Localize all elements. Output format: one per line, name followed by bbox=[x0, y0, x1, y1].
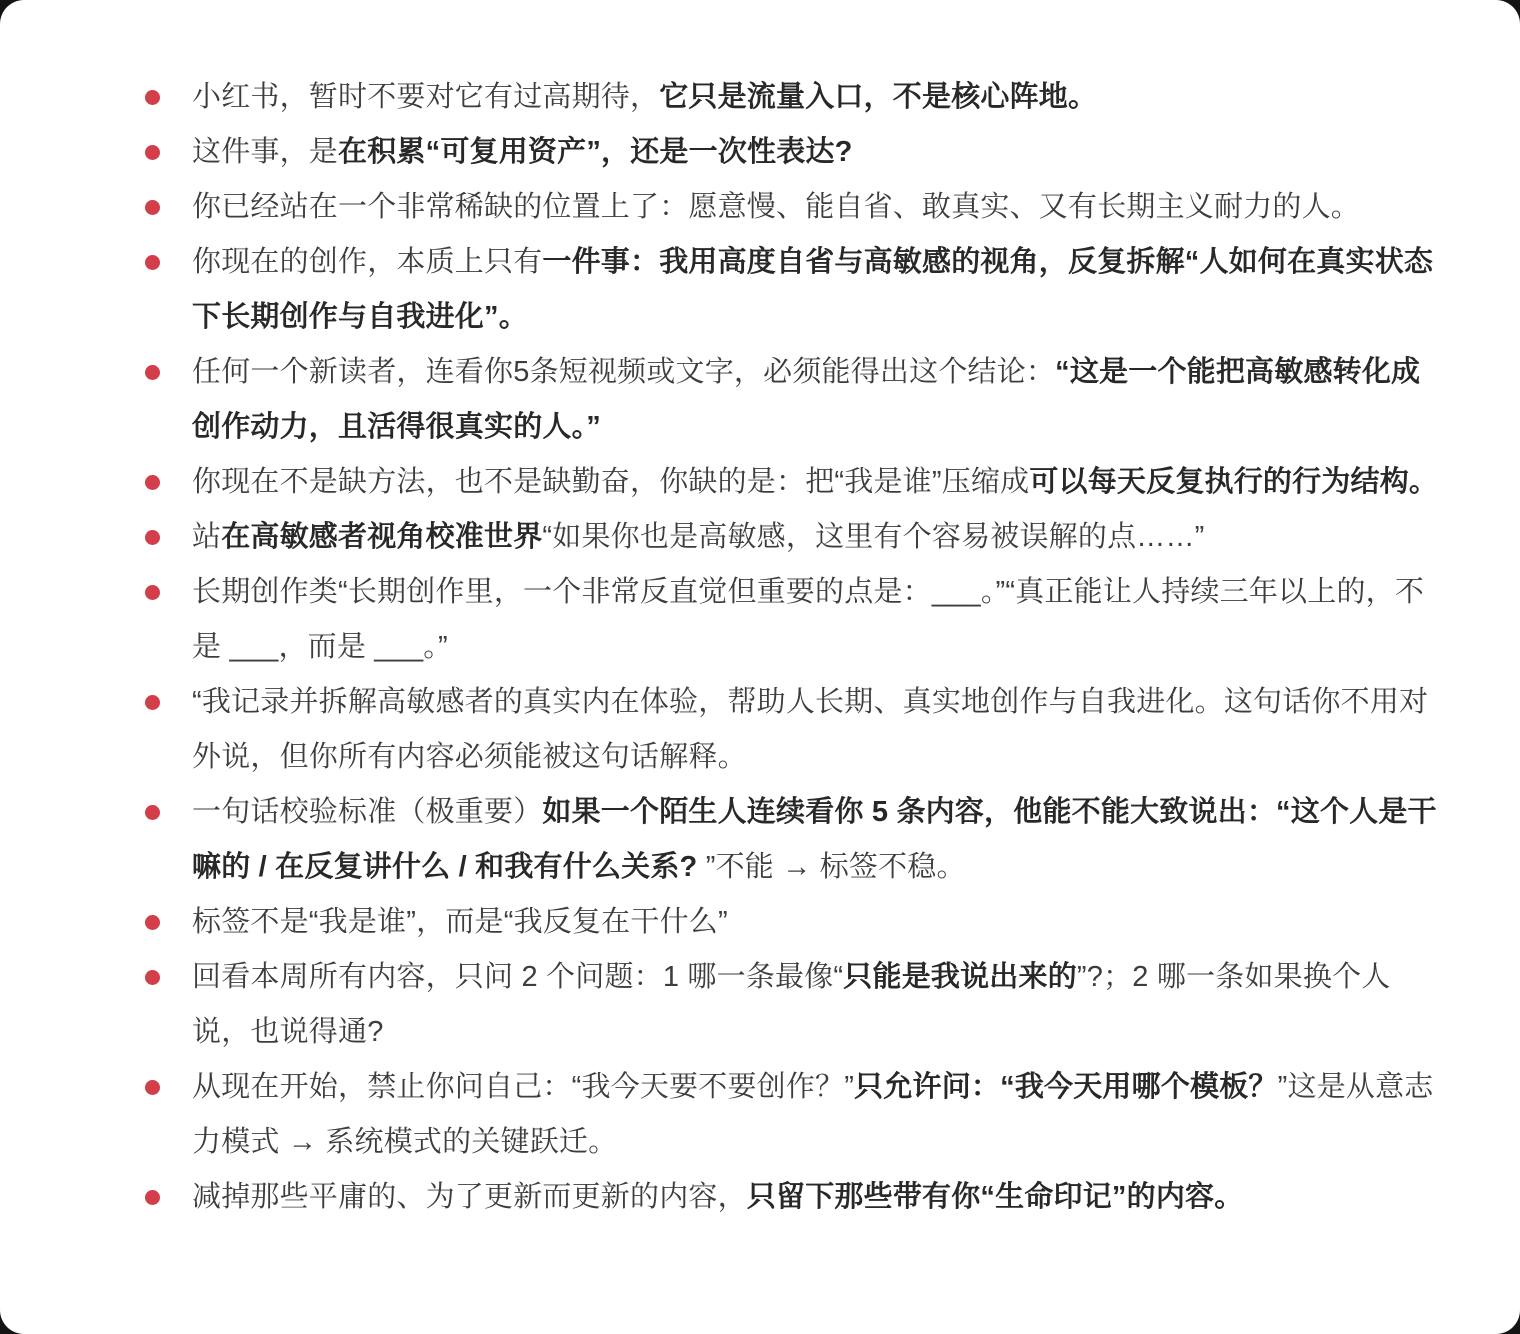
text-segment: 任何一个新读者，连看你5条短视频或文字，必须能得出这个结论： bbox=[192, 356, 1056, 388]
text-segment: 长期创作类“长期创作里，一个非常反直觉但重要的点是：___。”“真正能让人持续三年以上的，不是 ___，而是 ___。” bbox=[192, 576, 1425, 663]
text-segment: 它只是流量入口，不是核心阵地。 bbox=[659, 81, 1098, 113]
bullet-dot bbox=[145, 970, 160, 985]
bullet-dot bbox=[145, 530, 160, 545]
text-segment: 从现在开始，禁止你问自己：“我今天要不要创作？” bbox=[192, 1071, 855, 1103]
text-segment: ”不能 → 标签不稳。 bbox=[697, 851, 966, 883]
text-segment: ”?；2 哪一条如果换个人说，也说得通? bbox=[192, 961, 1391, 1048]
text-segment: 一句话校验标准（极重要） bbox=[192, 796, 543, 828]
bullet-dot bbox=[145, 90, 160, 105]
list-item bbox=[192, 565, 1440, 675]
bullet-dot bbox=[145, 200, 160, 215]
list-item bbox=[192, 1060, 1440, 1170]
text-segment: 在积累“可复用资产”，还是一次性表达? bbox=[338, 136, 853, 168]
list-item bbox=[192, 895, 1440, 950]
list-item bbox=[192, 455, 1440, 510]
text-segment: ”这是从意志力模式 → 系统模式的关键跃迁。 bbox=[192, 1071, 1434, 1158]
text-segment: 在高敏感者视角校准世界 bbox=[221, 521, 543, 553]
text-segment: “我记录并拆解高敏感者的真实内在体验，帮助人长期、真实地创作与自我进化。这句话你不用对外说，但你所有内容必须能被这句话解释。 bbox=[192, 686, 1429, 773]
text-segment: 只留下那些带有你“生命印记”的内容。 bbox=[746, 1181, 1244, 1213]
text-segment: 一件事：我用高度自省与高敏感的视角，反复拆解“人如何在真实状态下长期创作与自我进化”。 bbox=[192, 246, 1434, 333]
list-item bbox=[192, 1170, 1440, 1225]
bullet-dot bbox=[145, 255, 160, 270]
text-segment: “如果你也是高敏感，这里有个容易被误解的点……” bbox=[542, 521, 1205, 553]
bullet-list bbox=[192, 70, 1440, 1225]
bullet-dot bbox=[145, 585, 160, 600]
text-segment: 小红书，暂时不要对它有过高期待， bbox=[192, 81, 660, 113]
text-segment: 如果一个陌生人连续看你 5 条内容，他能不能大致说出：“这个人是干嘛的 / 在反复讲什么 / 和我有什么关系? bbox=[192, 796, 1437, 883]
text-segment: “这是一个能把高敏感转化成创作动力，且活得很真实的人。” bbox=[192, 356, 1421, 443]
bullet-dot bbox=[145, 365, 160, 380]
list-item bbox=[192, 180, 1440, 235]
list-item bbox=[192, 675, 1440, 785]
bullet-dot bbox=[145, 805, 160, 820]
list-item bbox=[192, 510, 1440, 565]
bullet-dot bbox=[145, 145, 160, 160]
list-item bbox=[192, 125, 1440, 180]
list-item bbox=[192, 950, 1440, 1060]
list-item bbox=[192, 235, 1440, 345]
bullet-dot bbox=[145, 1080, 160, 1095]
text-segment: 可以每天反复执行的行为结构。 bbox=[1029, 466, 1439, 498]
bullet-dot bbox=[145, 475, 160, 490]
text-segment: 标签不是“我是谁”，而是“我反复在干什么” bbox=[192, 906, 728, 938]
text-segment: 只允许问：“我今天用哪个模板？ bbox=[854, 1071, 1278, 1103]
text-segment: 你现在不是缺方法，也不是缺勤奋，你缺的是：把“我是谁”压缩成 bbox=[192, 466, 1030, 498]
text-segment: 站 bbox=[192, 521, 222, 553]
text-segment: 减掉那些平庸的、为了更新而更新的内容， bbox=[192, 1181, 747, 1213]
list-item bbox=[192, 345, 1440, 455]
bullet-dot bbox=[145, 915, 160, 930]
text-segment: 这件事，是 bbox=[192, 136, 339, 168]
bullet-dot bbox=[145, 695, 160, 710]
list-item bbox=[192, 70, 1440, 125]
list-item bbox=[192, 785, 1440, 895]
text-segment: 你已经站在一个非常稀缺的位置上了：愿意慢、能自省、敢真实、又有长期主义耐力的人。 bbox=[192, 191, 1361, 223]
text-segment: 你现在的创作，本质上只有 bbox=[192, 246, 543, 278]
text-segment: 只能是我说出来的 bbox=[843, 961, 1077, 993]
text-segment: 回看本周所有内容，只问 2 个问题：1 哪一条最像“ bbox=[192, 961, 844, 993]
bullet-dot bbox=[145, 1190, 160, 1205]
